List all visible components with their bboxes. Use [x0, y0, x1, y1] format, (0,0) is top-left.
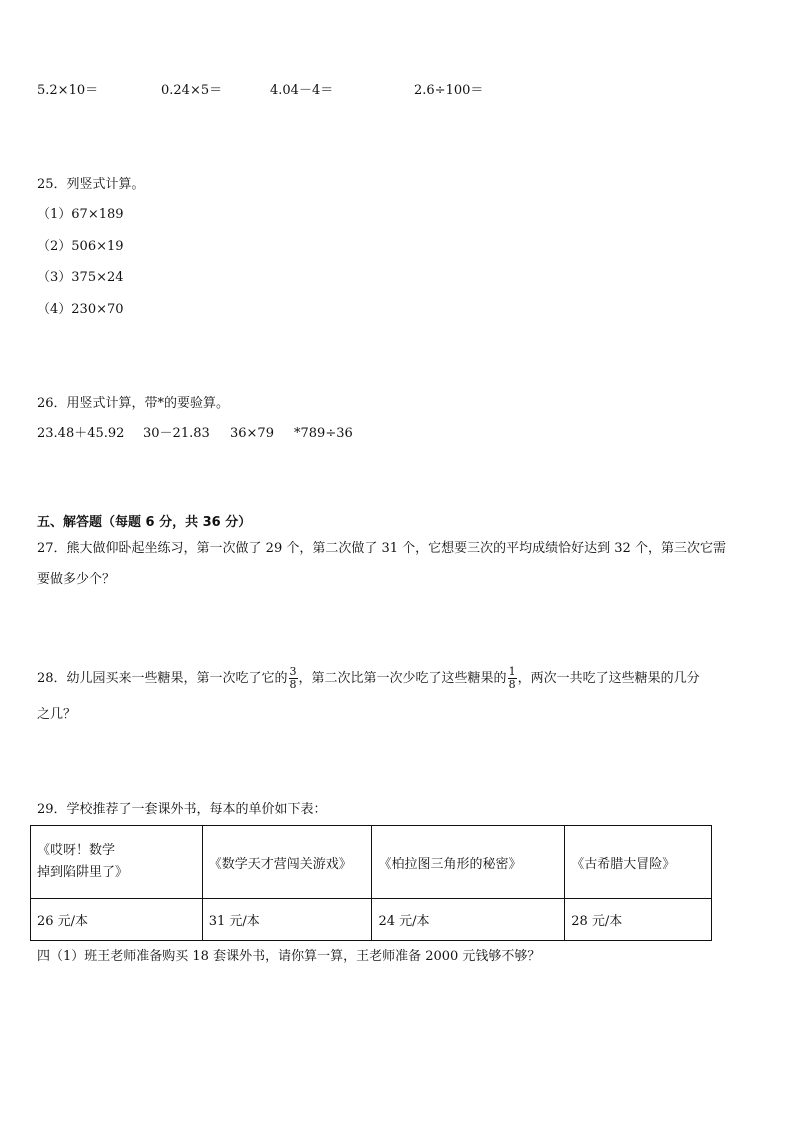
- q26-item-3: 36×79: [230, 426, 274, 441]
- book-name-3: 《柏拉图三角形的秘密》: [378, 856, 522, 872]
- book-price-1: 26 元/本: [37, 914, 89, 929]
- q28-fraction-2: [508, 666, 517, 691]
- book-price-cell-2: [202, 899, 372, 941]
- q25-item-1: （1）67×189: [37, 207, 124, 222]
- book-name-cell-2: [202, 826, 372, 899]
- book-name-cell-3: [372, 826, 565, 899]
- q29-title: 29．学校推荐了一套课外书，每本的单价如下表：: [37, 802, 327, 817]
- q25-item-2: （2）506×19: [37, 239, 124, 254]
- book-name-1-line1: 《哎呀！数学: [37, 843, 116, 858]
- book-name-cell-4: [565, 826, 712, 899]
- q28-fraction-1-denominator: 8: [289, 678, 297, 691]
- q26-item-4: *789÷36: [294, 426, 353, 441]
- book-name-4: 《古希腊大冒险》: [571, 856, 676, 872]
- q28-part3: ，两次一共吃了这些糖果的几分: [517, 671, 700, 686]
- book-price-3: 24 元/本: [378, 914, 430, 929]
- q28-fraction-1: [289, 666, 298, 691]
- book-name-cell-1: [31, 826, 203, 899]
- q25-item-4: （4）230×70: [37, 302, 124, 317]
- q28-line1: [37, 662, 700, 696]
- book-price-row: [31, 899, 712, 941]
- book-price-table: [30, 825, 712, 941]
- q28-fraction-1-numerator: 3: [289, 665, 297, 678]
- q28-line2: 之几？: [37, 707, 77, 722]
- book-price-cell-3: [372, 899, 565, 941]
- book-name-1-line2: 掉到陷阱里了》: [37, 865, 129, 880]
- q25-item-3: （3）375×24: [37, 270, 124, 285]
- q26-title: 26．用竖式计算，带*的要验算。: [37, 396, 230, 411]
- book-price-4: 28 元/本: [571, 914, 623, 929]
- oral-calc-3: 4.04－4＝: [270, 83, 334, 98]
- book-price-cell-1: [31, 899, 203, 941]
- q25-title: 25．列竖式计算。: [37, 177, 145, 192]
- q26-item-2: 30－21.83: [143, 426, 210, 441]
- q28-fraction-2-numerator: 1: [508, 665, 516, 678]
- q27-line2: 要做多少个？: [37, 572, 116, 587]
- section5-title: 五、解答题（每题 6 分，共 36 分）: [37, 515, 252, 530]
- q27-line1: 27．熊大做仰卧起坐练习，第一次做了 29 个，第二次做了 31 个，它想要三次的平均成绩恰好达到 32 个，第三次它需: [37, 541, 726, 556]
- oral-calc-2: 0.24×5＝: [161, 83, 223, 98]
- q29-question: 四（1）班王老师准备购买 18 套课外书，请你算一算，王老师准备 2000 元钱够不够？: [37, 949, 541, 964]
- q28-fraction-2-denominator: 8: [508, 678, 516, 691]
- book-price-cell-4: [565, 899, 712, 941]
- q26-item-1: 23.48＋45.92: [37, 426, 125, 441]
- oral-calc-4: 2.6÷100＝: [414, 83, 484, 98]
- book-name-2: 《数学天才营闯关游戏》: [208, 856, 352, 872]
- book-price-2: 31 元/本: [208, 914, 260, 929]
- oral-calc-1: 5.2×10＝: [37, 83, 99, 98]
- q28-part2: ，第二次比第一次少吃了这些糖果的: [298, 671, 507, 686]
- q28-part1: 28．幼儿园买来一些糖果，第一次吃了它的: [37, 671, 288, 686]
- book-name-row: [31, 826, 712, 899]
